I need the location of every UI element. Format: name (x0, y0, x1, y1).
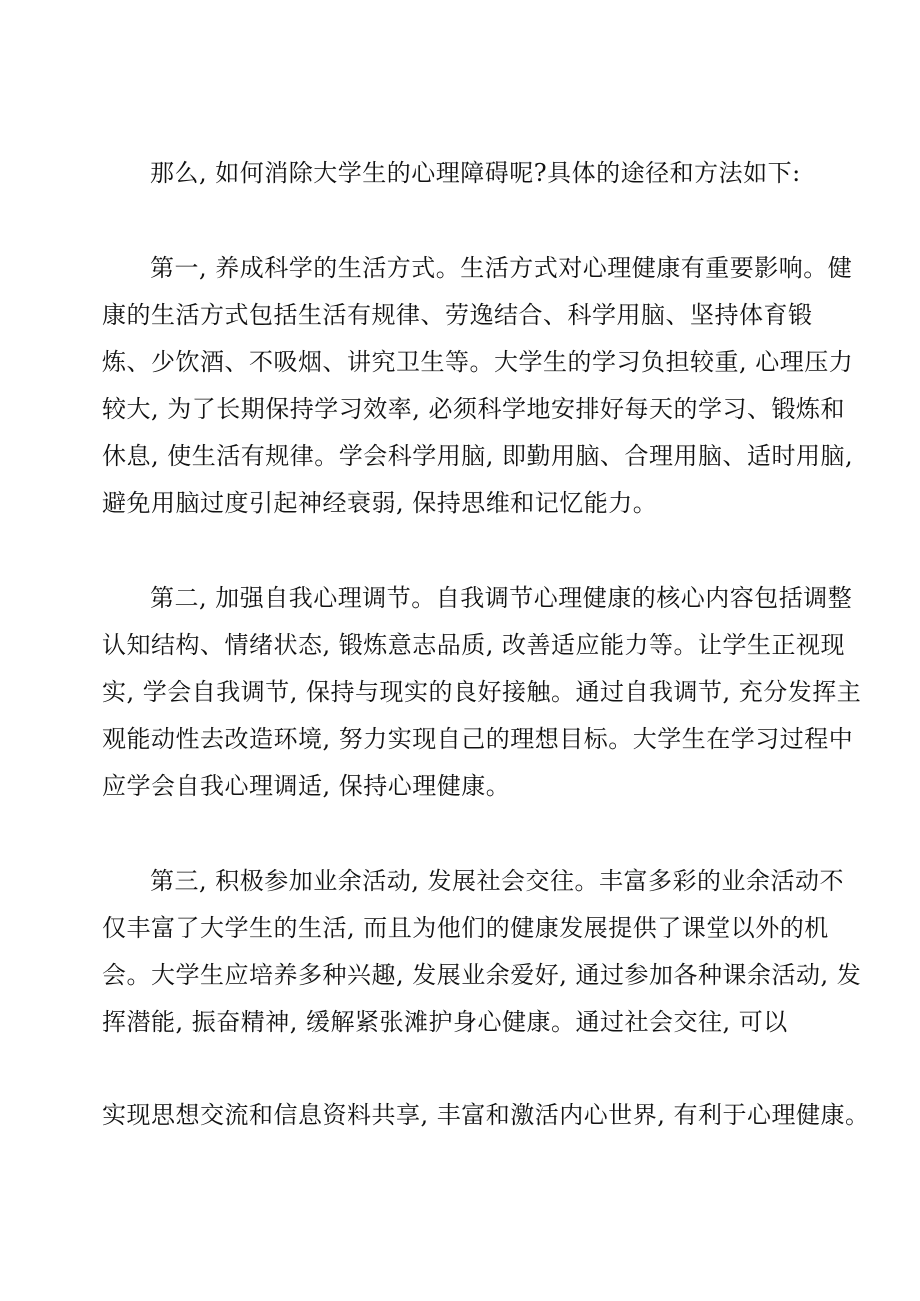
paragraph-line: 第二, 加强自我心理调节。自我调节心理健康的核心内容包括调整 (150, 584, 853, 612)
paragraph-line: 康的生活方式包括生活有规律、劳逸结合、科学用脑、坚持体育锻 (102, 301, 813, 329)
paragraph-line: 实, 学会自我调节, 保持与现实的良好接触。通过自我调节, 充分发挥主 (102, 678, 862, 706)
paragraph-line: 应学会自我心理调适, 保持心理健康。 (102, 772, 511, 800)
paragraph-line: 第一, 养成科学的生活方式。生活方式对心理健康有重要影响。健 (150, 254, 853, 282)
paragraph-line: 炼、少饮酒、不吸烟、讲究卫生等。大学生的学习负担较重, 心理压力 (102, 348, 854, 376)
paragraph-line: 休息, 使生活有规律。学会科学用脑, 即勤用脑、合理用脑、适时用脑, (102, 442, 854, 470)
paragraph-line: 会。大学生应培养多种兴趣, 发展业余爱好, 通过参加各种课余活动, 发 (102, 961, 862, 989)
paragraph-line: 挥潜能, 振奋精神, 缓解紧张滩护身心健康。通过社会交往, 可以 (102, 1008, 788, 1036)
paragraph-line: 第三, 积极参加业余活动, 发展社会交往。丰富多彩的业余活动不 (150, 867, 845, 895)
paragraph-line: 观能动性去改造环境, 努力实现自己的理想目标。大学生在学习过程中 (102, 725, 854, 753)
paragraph-line: 较大, 为了长期保持学习效率, 必须科学地安排好每天的学习、锻炼和 (102, 395, 846, 423)
paragraph-line: 认知结构、情绪状态, 锻炼意志品质, 改善适应能力等。让学生正视现 (102, 631, 846, 659)
paragraph-line: 避免用脑过度引起神经衰弱, 保持思维和记忆能力。 (102, 489, 658, 517)
paragraph-line: 仅丰富了大学生的生活, 而且为他们的健康发展提供了课堂以外的机 (102, 914, 829, 942)
intro-paragraph: 那么, 如何消除大学生的心理障碍呢?具体的途径和方法如下: (150, 159, 801, 187)
paragraph-line: 实现思想交流和信息资料共享, 丰富和激活内心世界, 有利于心理健康。 (102, 1101, 870, 1129)
